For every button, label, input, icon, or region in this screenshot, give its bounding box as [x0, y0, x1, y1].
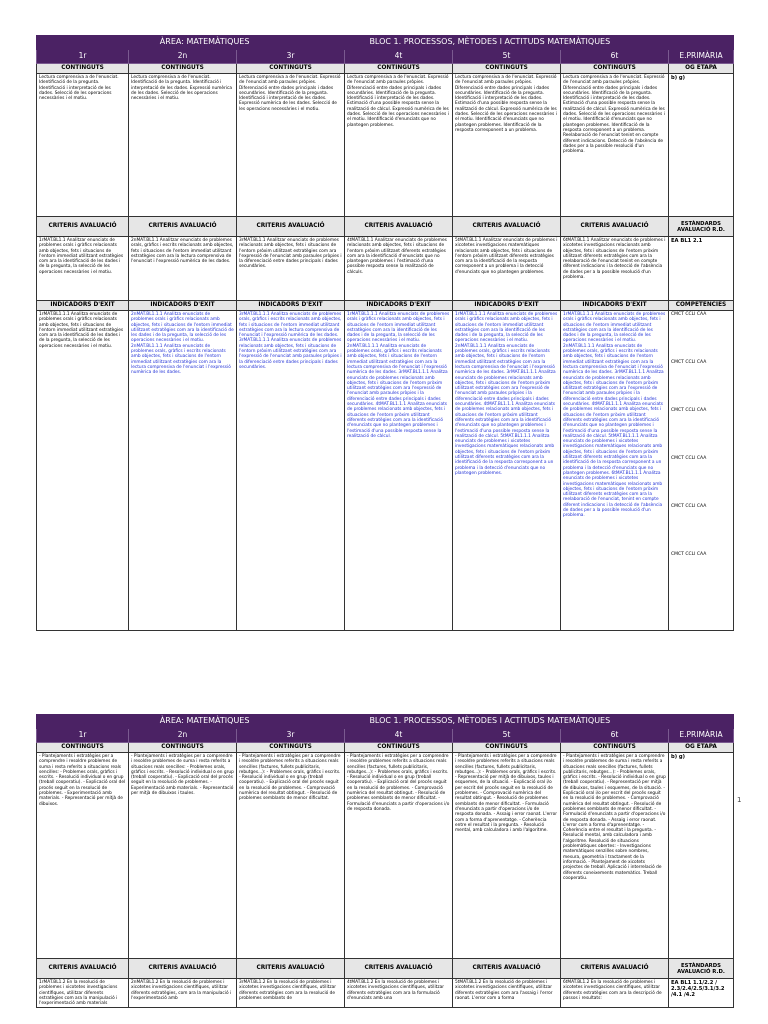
level-4: 4t [345, 50, 453, 64]
indicador-cell: 1rMAT.BL1.1.1 Analitza enunciats de problemes orals i gràfics relacionats amb objectes, fets i situacions de l'entorn immediat utilitzant estratègies com ara la identificació de les dades i de la pregunta, la selecció de les operacions necessàries i el motiu. 2nMAT.BL1.1.1 Analitza enunciats de problemes orals, gràfics i escrits relacionats amb objectes, fets i situacions de l'entorn immediat utilitzant estratègies com ara la lectura comprensiva de l'enunciat i l'expressió numèrica de les dades. 3rMAT.BL1.1.1 Analitza enunciats de problemes relacionats amb objectes, fets i situacions de l'entorn pròxim utilitzant estratègies com ara l'expressió de l'enunciat amb paraules pròpies i la diferenciació entre dades principals i dades secundàries. 4tMAT.BL1.1.1 Analitza enunciats de problemes relacionats amb objectes, fets i situacions de l'entorn pròxim utilitzant diferents estratègies com ara la identificació d'enunciats que no plantegen problemes i l'estimació d'una possible resposta sense la realització de càlcul. 5tMAT.BL1.1.1 Analitza enunciats de problemes i xicotetes investigacions matemàtiques relacionats amb objectes, fets i situacions de l'entorn pròxim utilitzant diferents estratègies com ara la identificació de la resposta corresponent a un problema i la detecció d'enunciats que no plantegen problemes. 6tMAT.BL1.1.1 Analitza enunciats de problemes i xicotetes investigacions matemàtiques relacionats amb objectes, fets i situacions de l'entorn pròxim utilitzant diferents estratègies com ara la reelaboració de l'enunciat, tenint en compte diferent indicacions i la detecció de l'absència de dades per a la possible resolució d'un problema. [561, 311, 669, 631]
level-primaria: E.PRIMÀRIA [669, 50, 734, 64]
header-indicadors: INDICADORS D'ÈXIT [561, 301, 669, 311]
level-1: 1r [37, 50, 129, 64]
criteris-header-row [37, 217, 734, 237]
competency-group: CMCT CCLI CAA [671, 360, 707, 365]
header-estandards: ESTÀNDARDS AVALUACIÓ R.D. [669, 959, 734, 979]
level-1: 1r [37, 729, 129, 743]
header-continguts: CONTINGUTS [37, 64, 129, 74]
header-criteris: CRITERIS AVALUACIÓ [237, 217, 345, 237]
curriculum-table-2 [36, 714, 734, 1008]
header-criteris: CRITERIS AVALUACIÓ [453, 217, 561, 237]
estandard-cell: EA BL1 2.1 [669, 237, 734, 301]
estandard-cell: EA BL1 1.1/2.2 / 2.3/2.4/2.5/3.1/3.2 /4.1 /4.2 [669, 979, 734, 1008]
table-title [37, 715, 734, 729]
bloc-title: BLOC 1. PROCESSOS, MÈTODES I ACTITUDS MATEMÀTIQUES [369, 716, 611, 725]
header-criteris: CRITERIS AVALUACIÓ [561, 217, 669, 237]
criteri-cell: 4tMAT.BL1.1 Analitzar enunciats de problemes relacionats amb objectes, fets i situacions de l'entorn pròxim utilitzant diferents estratègies com ara la identificació d'enunciats que no plantegen problemes i l'estimació d'una possible resposta sense la realització de càlculs. [345, 237, 453, 301]
header-continguts: CONTINGUTS [561, 743, 669, 753]
header-criteris: CRITERIS AVALUACIÓ [37, 959, 129, 979]
criteri-cell: 1rMAT.BL1.1 Analitzar enunciats de problemes orals i gràfics relacionats amb objectes, fets i situacions de l'entorn immediat utilitzant estratègies com ara la identificació de les dades i de la pregunta, la selecció de les operacions necessàries i el motiu. [37, 237, 129, 301]
header-continguts: CONTINGUTS [561, 64, 669, 74]
criteri-cell: 4tMAT.BL1.2 En la resolució de problemes i xicotetes investigacions científiques, utilitzar diferents estratègies com ara la formulació d'enunciats amb una [345, 979, 453, 1008]
continguts-cell: Lectura comprensiva a de l'enunciat. Expressió de l'enunciat amb paraules pròpies. Diferenciació entre dades principals i dades secundàries. Identificació de la pregunta. Identificació i interpretació de les dades. Estimació d'una possible resposta sense la realització de càlcul. Expressió numèrica de les dades. Selecció de les operacions necessàries i el motiu. Identificació d'enunciats que no plantegen problemes. Identificació de la resposta corresponent a un problema. Reelaboració de l'enunciat tenint en compte diferent indicacions. Detecció de l'absència de dades per a la possible resolució d'un problema. [561, 74, 669, 217]
header-indicadors: INDICADORS D'ÈXIT [345, 301, 453, 311]
continguts-cell: Lectura comprensiva a de l'enunciat. Identificació de la pregunta. Identificació i interpretació de les dades. Expressió numèrica de les dades. Selecció de les operacions necessàries i el motiu. [129, 74, 237, 217]
continguts-cell: - Plantejaments i estratègies per a comprendre i resoldre problemes referits a situacions reals sencilles (factures, fullets publicitaris, rebutges...): - Problemes orals, gràfics i escrits. - Representació per mitjà de dibuixos, taules i esquemes, de la situació. - Explicació oral i/o per escrit del procés seguit en la resolució de problemes. - Comprovació numèrica del resultat obtingut. - Resolució de problemes semblants de menor dificultat. - Formulació d'enunciats a partir d'operacions i/o de resposta donada. - Assaig i error raonat. L'error com a forma d'aprenentatge. - Coherència entre el resultat i la pregunta. - Resolució mental, amb calculadora i amb l'algoritme. [453, 753, 561, 959]
header-criteris: CRITERIS AVALUACIÓ [129, 959, 237, 979]
level-2: 2n [129, 729, 237, 743]
header-og-etapa: OG ETAPA [669, 743, 734, 753]
indicador-cell: 1rMAT.BL1.1.1 Analitza enunciats de problemes orals i gràfics relacionats amb objectes, fets i situacions de l'entorn immediat utilitzant estratègies com ara la identificació de les dades i de la pregunta, la selecció de les operacions necessàries i el motiu. 2nMAT.BL1.1.1 Analitza enunciats de problemes orals, gràfics i escrits relacionats amb objectes, fets i situacions de l'entorn immediat utilitzant estratègies com ara la lectura comprensiva de l'enunciat i l'expressió numèrica de les dades. 3rMAT.BL1.1.1 Analitza enunciats de problemes relacionats amb objectes, fets i situacions de l'entorn pròxim utilitzant estratègies com ara l'expressió de l'enunciat amb paraules pròpies i la diferenciació entre dades principals i dades secundàries. 4tMAT.BL1.1.1 Analitza enunciats de problemes relacionats amb objectes, fets i situacions de l'entorn pròxim utilitzant diferents estratègies com ara la identificació d'enunciats que no plantegen problemes i l'estimació d'una possible resposta sense la realització de càlcul. 5tMAT.BL1.1.1 Analitza enunciats de problemes i xicotetes investigacions matemàtiques relacionats amb objectes, fets i situacions de l'entorn pròxim utilitzant diferents estratègies com ara la identificació de la resposta corresponent a un problema i la detecció d'enunciats que no plantegen problemes. [453, 311, 561, 631]
competency-group: CMCT CCLI CAA [671, 456, 707, 461]
header-criteris: CRITERIS AVALUACIÓ [453, 959, 561, 979]
continguts-cell: Lectura comprensiva a de l'enunciat. Expressió de l'enunciat amb paraules pròpies. Diferenciació entre dades principals i dades secundàries. Identificació de la pregunta. Identificació i interpretació de les dades. Expressió numèrica de les dades. Selecció de les operacions necessàries i el motiu. [237, 74, 345, 217]
competency-group: CMCT CCLI CAA [671, 504, 707, 509]
header-criteris: CRITERIS AVALUACIÓ [37, 217, 129, 237]
page-1 [36, 35, 733, 631]
continguts-cell: - Plantejaments i estratègies per a comprendre i resoldre problemes de suma i resta referits a situacions reals sencilles: - Problemes orals, gràfics i escrits. - Resolució individual o en grup (treball cooperatiu). - Explicació oral del procés seguit en la resolució de problemes. - Experimentació amb materials. - Representació per mitjà de dibuixos i taules. [129, 753, 237, 959]
continguts-cell: - Plantejaments i estratègies per a comprendre i resoldre problemes de suma i resta referits a situacions reals sencilles: - Problemes orals, gràfics i escrits. - Resolució individual o en grup (treball cooperatiu). - Explicació oral del procés seguit en la resolució de problemes. - Experimentació amb materials. - Representació per mitjà de dibuixos. [37, 753, 129, 959]
header-continguts: CONTINGUTS [129, 743, 237, 753]
competency-group: CMCT CCLI CAA [671, 312, 707, 317]
header-indicadors: INDICADORS D'ÈXIT [129, 301, 237, 311]
header-criteris: CRITERIS AVALUACIÓ [345, 217, 453, 237]
header-estandards: ESTÀNDARDS AVALUACIÓ R.D. [669, 217, 734, 237]
criteri-cell: 6tMAT.BL1.1 Analitzar enunciats de problemes i xicotetes investigacions relacionats amb objectes, fets i situacions de l'entorn pròxim utilitzant diferents estratègies com ara la reelaboració de l'enunciat tenint en compte diferent indicacions i la detecció de l'absència de dades per a la possible resolució d'un problema. [561, 237, 669, 301]
continguts-cell: Lectura comprensiva a de l'enunciat. Expressió de l'enunciat amb paraules pròpies. Diferenciació entre dades principals i dades secundàries. Identificació de la pregunta. Identificació i interpretació de les dades. Estimació d'una possible resposta sense la realització de càlcul. Expressió numèrica de les dades. Selecció de les operacions necessàries i el motiu. Identificació d'enunciats que no plantegen problemes. [345, 74, 453, 217]
page-2 [36, 714, 733, 1008]
continguts-cell: - Plantejaments i estratègies per a comprendre i resoldre problemes referits a situacions reals sencilles (factures, fullets publicitaris, rebutges...): - Problemes orals, gràfics i escrits. - Resolució individual o en grup (treball cooperatiu). - Explicació oral del procés seguit en la resolució de problemes. - Comprovació numèrica del resultat obtingut. - Resolució de problemes semblants de menor dificultat. - Formulació d'enunciats a partir d'operacions i/o de resposta donada. [345, 753, 453, 959]
criteris-row [37, 979, 734, 1008]
level-primaria: E.PRIMÀRIA [669, 729, 734, 743]
level-4: 4t [345, 729, 453, 743]
bloc-title: BLOC 1. PROCESSOS, MÈTODES I ACTITUDS MATEMÀTIQUES [369, 37, 611, 46]
title-row [37, 715, 734, 729]
criteri-cell: 5tMAT.BL1.1 Analitzar enunciats de problemes i xicotetes investigacions matemàtiques relacionats amb objectes, fets i situacions de l'entorn pròxim utilitzant diferents estratègies com ara la identificació de la resposta corresponent a un problema i la detecció d'enunciats que no plantegen problemes. [453, 237, 561, 301]
continguts-row [37, 74, 734, 217]
competency-group: CMCT CCLI CAA [671, 408, 707, 413]
continguts-cell: Lectura comprensiva a de l'enunciat. Identificació de la pregunta. Identificació i interpretació de les dades. Selecció de les operacions necessàries i el motiu. [37, 74, 129, 217]
criteris-row [37, 237, 734, 301]
criteri-cell: 1rMAT.BL1.2 En la resolució de problemes i xicotetes investigacions científiques, utilitzar diferents estratègies com ara la manipulació i l'experimentació amb materials [37, 979, 129, 1008]
criteri-cell: 5tMAT.BL1.2 En la resolució de problemes i xicotetes investigacions científiques, utilitzar diferents estratègies com ara l'assaig i l'error raonat. L'error com a forma [453, 979, 561, 1008]
competency-group: CMCT CCLI CAA [671, 552, 707, 557]
level-6: 6t [561, 729, 669, 743]
header-competencies: COMPETÈNCIES [669, 301, 734, 311]
levels-row [37, 50, 734, 64]
continguts-cell: Lectura comprensiva a de l'enunciat. Expressió de l'enunciat amb paraules pròpies. Diferenciació entre dades principals i dades secundàries. Identificació de la pregunta. Identificació i interpretació de les dades. Estimació d'una possible resposta sense la realització de càlcul. Expressió numèrica de les dades. Selecció de les operacions necessàries i el motiu. Identificació d'enunciats que no plantegen problemes. Identificació de la resposta corresponent a un problema. [453, 74, 561, 217]
level-2: 2n [129, 50, 237, 64]
header-continguts: CONTINGUTS [453, 743, 561, 753]
header-criteris: CRITERIS AVALUACIÓ [237, 959, 345, 979]
continguts-row [37, 753, 734, 959]
levels-row [37, 729, 734, 743]
header-indicadors: INDICADORS D'ÈXIT [237, 301, 345, 311]
table-title [37, 36, 734, 50]
level-5: 5t [453, 729, 561, 743]
indicadors-row [37, 311, 734, 631]
criteri-cell: 2nMAT.BL1.2 En la resolució de problemes i xicotetes investigacions científiques, utilitzar diferents estratègies, com ara la manipulació i l'experimentació amb [129, 979, 237, 1008]
continguts-cell: - Plantejaments i estratègies per a comprendre i resoldre problemes referits a situacions reals sencilles (factures, fullets publicitaris, rebutges...): - Problemes orals, gràfics i escrits. - Resolució individual o en grup (treball cooperatiu). - Explicació oral del procés seguit en la resolució de problemes. - Comprovació numèrica del resultat obtingut. - Resolució de problemes semblants de menor dificultat. [237, 753, 345, 959]
header-continguts: CONTINGUTS [453, 64, 561, 74]
continguts-cell: - Plantejaments i estratègies per a comprendre i resoldre problemes de suma i resta referits a situacions reals sencilles (factures, fullets publicitaris, rebutges...): - Problemes orals, gràfics i escrits. - Resolució individual o en grup (treball cooperatiu). - Representació per mitjà de dibuixos, taules i esquemes, de la situació. - Explicació oral i/o per escrit del procés seguit en la resolució de problemes. - Comprovació numèrica del resultat obtingut. - Resolució de problemes semblants de menor dificultat. - Formulació d'enunciats a partir d'operacions i/o de resposta donada. - Assaig i error raonat. L'error com a forma d'aprenentatge. - Coherència entre el resultat i la pregunta. - Resolució mental, amb calculadora i amb l'algoritme. Resolució de situacions problemàtiques obertes: - Investigacions matemàtiques senzilles sobre nombres, mesura, geometria i tractament de la informació. - Plantejament de xicotets projectes de treball. Aplicació i interrelació de diferents coneixements matemàtics. Treball cooperatiu. [561, 753, 669, 959]
level-5: 5t [453, 50, 561, 64]
header-criteris: CRITERIS AVALUACIÓ [129, 217, 237, 237]
level-3: 3r [237, 729, 345, 743]
header-criteris: CRITERIS AVALUACIÓ [345, 959, 453, 979]
indicador-cell: 3rMAT.BL1.1.1 Analitza enunciats de problemes orals, gràfics i escrits relacionats amb objectes, fets i situacions de l'entorn immediat utilitzant estratègies com ara la lectura comprensiva de l'enunciat i l'expressió numèrica de les dades. 3rMAT.BL1.1.1 Analitza enunciats de problemes relacionats amb objectes, fets i situacions de l'entorn pròxim utilitzant estratègies com ara l'expressió de l'enunciat amb paraules pròpies i la diferenciació entre dades principals i dades secundàries. [237, 311, 345, 631]
criteri-cell: 3rMAT.BL1.1 Analitzar enunciats de problemes relacionats amb objectes, fets i situacions de l'entorn pròxim utilitzant estratègies com ara l'expressió de l'enunciat amb paraules pròpies i la diferenciació entre dades principals i dades secundàries. [237, 237, 345, 301]
continguts-header-row [37, 743, 734, 753]
criteri-cell: 3rMAT.BL1.2 En la resolució de problemes i xicotetes investigacions científiques, utilitzar diferents estratègies com ara la resolució de problemes semblants de [237, 979, 345, 1008]
level-3: 3r [237, 50, 345, 64]
title-row [37, 36, 734, 50]
competencies-cell [669, 311, 734, 631]
header-indicadors: INDICADORS D'ÈXIT [37, 301, 129, 311]
header-continguts: CONTINGUTS [237, 64, 345, 74]
indicador-cell: 2nMAT.BL1.1.1 Analitza enunciats de problemes orals i gràfics relacionats amb objectes, fets i situacions de l'entorn immediat utilitzant estratègies com ara la identificació de les dades i de la pregunta, la selecció de les operacions necessàries i el motiu. 2nMAT.BL1.1.1 Analitza enunciats de problemes orals, gràfics i escrits relacionats amb objectes, fets i situacions de l'entorn immediat utilitzant estratègies com ara la lectura comprensiva de l'enunciat i l'expressió numèrica de les dades. [129, 311, 237, 631]
header-continguts: CONTINGUTS [129, 64, 237, 74]
indicador-cell: 1rMAT.BL1.1.1 Analitza enunciats de problemes orals i gràfics relacionats amb objectes, fets i situacions de l'entorn immediat utilitzant estratègies com ara la identificació de les dades i de la pregunta, la selecció de les operacions necessàries i el motiu. [37, 311, 129, 631]
header-indicadors: INDICADORS D'ÈXIT [453, 301, 561, 311]
header-continguts: CONTINGUTS [345, 64, 453, 74]
curriculum-table-1 [36, 35, 734, 631]
page-number: 1 [737, 796, 742, 804]
header-continguts: CONTINGUTS [237, 743, 345, 753]
og-etapa-cell: b) g) [669, 74, 734, 217]
criteri-cell: 6tMAT.BL1.2 En la resolució de problemes i xicotetes investigacions científiques, utilitzar diferents estratègies com ara la descripció de passos i resultats: [561, 979, 669, 1008]
header-continguts: CONTINGUTS [37, 743, 129, 753]
criteri-cell: 2nMAT.BL1.1 Analitzar enunciats de problemes orals, gràfics i escrits relacionats amb objectes, fets i situacions de l'entorn immediat utilitzant estratègies com ara la lectura comprensiva de l'enunciat i l'expressió numèrica de les dades. [129, 237, 237, 301]
area-title: ÀREA: MATEMÀTIQUES [159, 716, 250, 725]
area-title: ÀREA: MATEMÀTIQUES [159, 37, 250, 46]
continguts-header-row [37, 64, 734, 74]
criteris-header-row [37, 959, 734, 979]
header-continguts: CONTINGUTS [345, 743, 453, 753]
level-6: 6t [561, 50, 669, 64]
header-og-etapa: OG ETAPA [669, 64, 734, 74]
indicador-cell: 1rMAT.BL1.1.1 Analitza enunciats de problemes orals i gràfics relacionats amb objectes, fets i situacions de l'entorn immediat utilitzant estratègies com ara la identificació de les dades i de la pregunta, la selecció de les operacions necessàries i el motiu. 2nMAT.BL1.1.1 Analitza enunciats de problemes orals, gràfics i escrits relacionats amb objectes, fets i situacions de l'entorn immediat utilitzant estratègies com ara la lectura comprensiva de l'enunciat i l'expressió numèrica de les dades. 3rMAT.BL1.1.1 Analitza enunciats de problemes relacionats amb objectes, fets i situacions de l'entorn pròxim utilitzant estratègies com ara l'expressió de l'enunciat amb paraules pròpies i la diferenciació entre dades principals i dades secundàries. 4tMAT.BL1.1.1 Analitza enunciats de problemes relacionats amb objectes, fets i situacions de l'entorn pròxim utilitzant diferents estratègies com ara la identificació d'enunciats que no plantegen problemes i l'estimació d'una possible resposta sense la realització de càlcul. [345, 311, 453, 631]
og-etapa-cell: b) g) [669, 753, 734, 959]
indicadors-header-row [37, 301, 734, 311]
header-criteris: CRITERIS AVALUACIÓ [561, 959, 669, 979]
